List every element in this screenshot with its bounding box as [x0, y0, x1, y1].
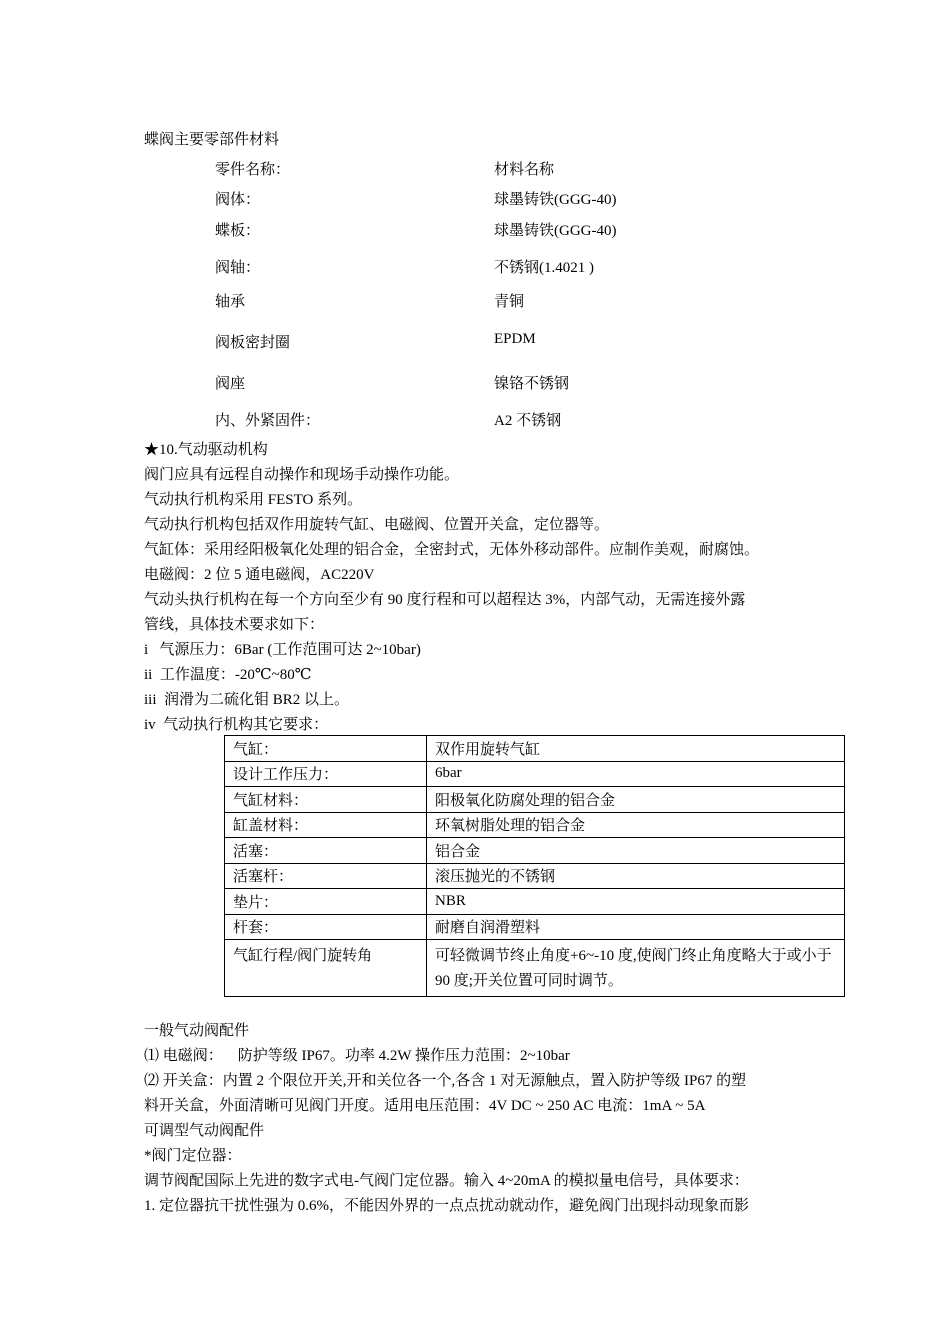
table-cell-key: 活塞杆：: [225, 863, 427, 889]
material-row-label: 阀体：: [215, 192, 261, 208]
spec-table: [224, 735, 845, 997]
paragraph: 气动执行机构采用 FESTO 系列。: [144, 492, 363, 508]
table-cell-key: 设计工作压力：: [225, 761, 427, 787]
table-cell-value: NBR: [427, 889, 845, 915]
material-row-value: 不锈钢(1.4021 ): [494, 260, 594, 276]
paragraph: 气缸体：采用经阳极氧化处理的铝合金，全密封式，无体外移动部件。应制作美观，耐腐蚀。: [144, 542, 760, 558]
table-row: [225, 787, 845, 813]
paragraph: *阀门定位器：: [144, 1148, 242, 1164]
table-cell-value: 阳极氧化防腐处理的铝合金: [427, 787, 845, 813]
paragraph: 料开关盒，外面清晰可见阀门开度。适用电压范围：4V DC ~ 250 AC 电流：1mA ~ 5A: [144, 1098, 706, 1114]
table-cell-key: 缸盖材料：: [225, 812, 427, 838]
list-item: iii 润滑为二硫化钼 BR2 以上。: [144, 692, 350, 708]
table-cell-value: 双作用旋转气缸: [427, 736, 845, 762]
list-item: iv 气动执行机构其它要求：: [144, 717, 329, 733]
table-cell-value: 铝合金: [427, 838, 845, 864]
table-row: [225, 863, 845, 889]
material-row-value: 球墨铸铁(GGG-40): [494, 223, 617, 239]
table-cell-value: 环氧树脂处理的铝合金: [427, 812, 845, 838]
table-row: [225, 812, 845, 838]
paragraph: 电磁阀：2 位 5 通电磁阀，AC220V: [144, 567, 375, 583]
paragraph: 管线，具体技术要求如下：: [144, 617, 325, 633]
table-cell-value: 耐磨自润滑塑料: [427, 914, 845, 940]
paragraph: ⑴ 电磁阀： 防护等级 IP67。功率 4.2W 操作压力范围：2~10bar: [144, 1048, 570, 1064]
paragraph: 1. 定位器抗干扰性强为 0.6%，不能因外界的一点点扰动就动作，避免阀门出现抖动现象而影: [144, 1198, 749, 1214]
table-cell-key: 气缸行程/阀门旋转角: [225, 940, 427, 997]
table-cell-value: 6bar: [427, 761, 845, 787]
table-cell-key: 杆套：: [225, 914, 427, 940]
table-row: [225, 761, 845, 787]
material-row-value: 镍铬不锈钢: [494, 376, 570, 392]
paragraph: 调节阀配国际上先进的数字式电-气阀门定位器。输入 4~20mA 的模拟量电信号，具体要求：: [144, 1173, 749, 1189]
paragraph: 气动执行机构包括双作用旋转气缸、电磁阀、位置开关盒，定位器等。: [144, 517, 610, 533]
material-row-label: 内、外紧固件：: [215, 413, 321, 429]
table-cell-key: 活塞：: [225, 838, 427, 864]
paragraph: 气动头执行机构在每一个方向至少有 90 度行程和可以超程达 3%，内部气动，无需连接外露: [144, 592, 746, 608]
list-item: i 气源压力：6Bar (工作范围可达 2~10bar): [144, 642, 421, 658]
table-row: [225, 914, 845, 940]
section-heading: 可调型气动阀配件: [144, 1123, 265, 1139]
materials-header-label: 零件名称：: [215, 162, 291, 178]
section-title: 蝶阀主要零部件材料: [144, 132, 280, 148]
material-row-label: 阀板密封圈: [215, 335, 291, 351]
material-row-value: 青铜: [494, 294, 525, 310]
material-row-value: EPDM: [494, 331, 536, 347]
paragraph: 阀门应具有远程自动操作和现场手动操作功能。: [144, 467, 460, 483]
material-row-label: 蝶板：: [215, 223, 261, 239]
materials-header-value: 材料名称: [494, 162, 555, 178]
material-row-label: 轴承: [215, 294, 246, 310]
table-cell-key: 气缸：: [225, 736, 427, 762]
paragraph: ⑵ 开关盒：内置 2 个限位开关,开和关位各一个,各含 1 对无源触点，置入防护等级 IP67 的塑: [144, 1073, 747, 1089]
material-row-label: 阀座: [215, 376, 246, 392]
table-cell-key: 气缸材料：: [225, 787, 427, 813]
table-row: [225, 889, 845, 915]
section-heading: 一般气动阀配件: [144, 1023, 250, 1039]
material-row-label: 阀轴：: [215, 260, 261, 276]
table-cell-value: 可轻微调节终止角度+6~-10 度,使阀门终止角度略大于或小于 90 度;开关位置可同时调节。: [427, 940, 845, 997]
material-row-value: A2 不锈钢: [494, 413, 562, 429]
table-cell-value: 滚压抛光的不锈钢: [427, 863, 845, 889]
table-cell-key: 垫片：: [225, 889, 427, 915]
section-heading: ★10.气动驱动机构: [144, 442, 268, 458]
table-row: [225, 940, 845, 997]
table-row: [225, 736, 845, 762]
material-row-value: 球墨铸铁(GGG-40): [494, 192, 617, 208]
list-item: ii 工作温度：-20℃~80℃: [144, 667, 312, 683]
table-row: [225, 838, 845, 864]
